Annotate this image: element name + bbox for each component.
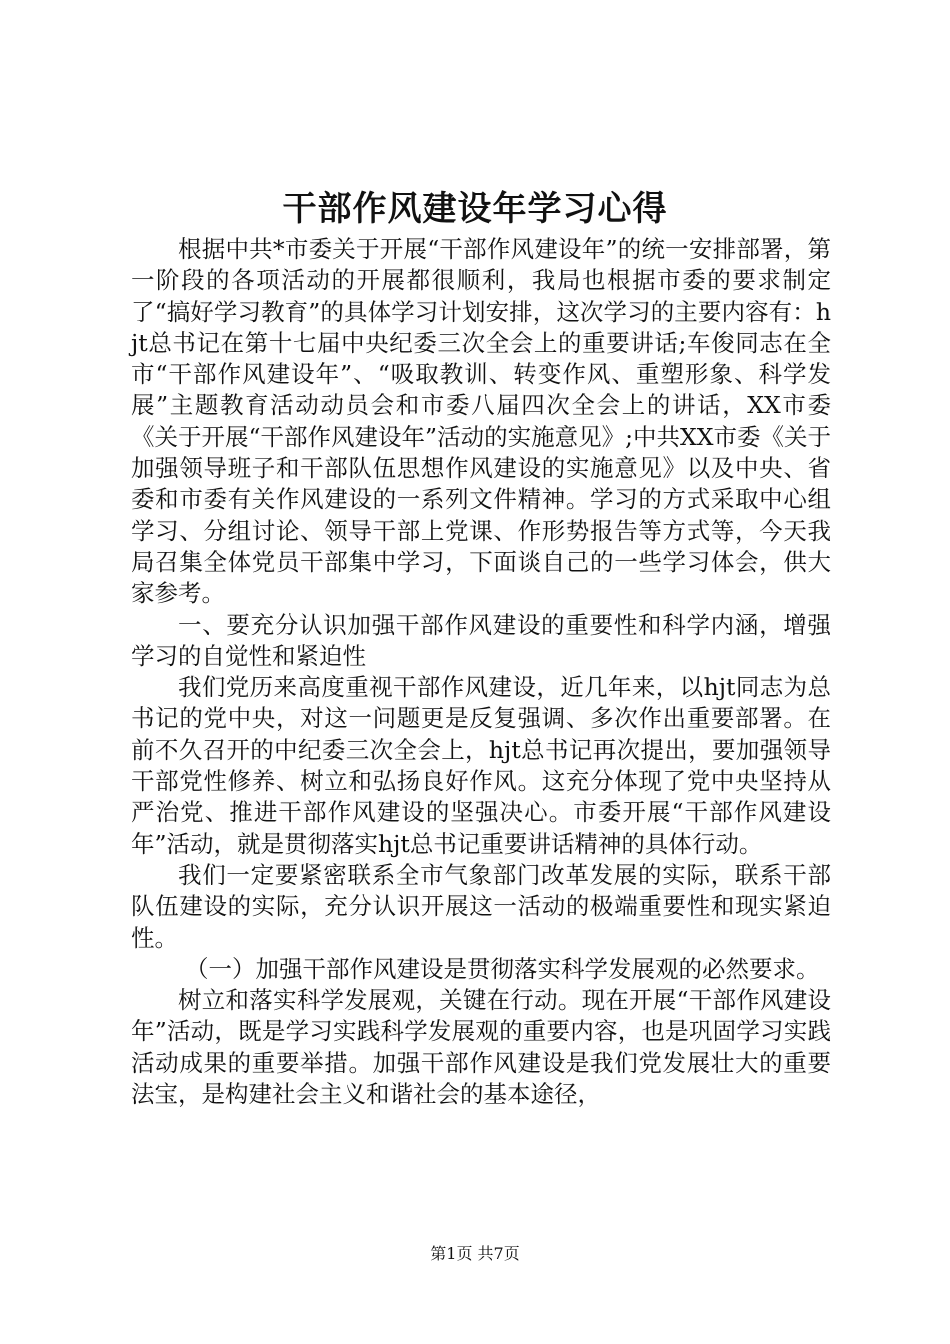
subsection-heading-1: （一）加强干部作风建设是贯彻落实科学发展观的必然要求。: [185, 954, 820, 983]
section-heading-1: 一、要充分认识加强干部作风建设的重要性和科学内涵，增强学习的自觉性和紧迫性: [131, 610, 831, 670]
paragraph-party-emphasis: 我们党历来高度重视干部作风建设，近几年来，以hjt同志为总书记的党中央，对这一问题更是反复强调、多次作出重要部署。在前不久召开的中纪委三次全会上，hjt总书记再次提出，要加强领导干部党性修养、树立和弘扬良好作风。这充分体现了党中央坚持从严治党、推进干部作风建设的坚强决心。市委开展“干部作风建设年”活动，就是贯彻落实hjt总书记重要讲话精神的具体行动。: [131, 673, 831, 858]
document-body: [131, 234, 831, 1110]
page-title: 干部作风建设年学习心得: [282, 189, 668, 229]
paragraph-scientific-development: 树立和落实科学发展观，关键在行动。现在开展“干部作风建设年”活动，既是学习实践科学发展观的重要内容，也是巩固学习实践活动成果的重要举措。加强干部作风建设是我们党发展壮大的重要法宝，是构建社会主义和谐社会的基本途径，: [131, 986, 831, 1109]
page-number-footer: 第1页 共7页: [430, 1244, 520, 1263]
paragraph-importance: 我们一定要紧密联系全市气象部门改革发展的实际，联系干部队伍建设的实际，充分认识开展这一活动的极端重要性和现实紧迫性。: [131, 860, 831, 952]
paragraph-intro: 根据中共*市委关于开展“干部作风建设年”的统一安排部署，第一阶段的各项活动的开展都很顺利，我局也根据市委的要求制定了“搞好学习教育”的具体学习计划安排，这次学习的主要内容有：hjt总书记在第十七届中央纪委三次全会上的重要讲话;车俊同志在全市“干部作风建设年”、“吸取教训、转变作风、重塑形象、科学发展”主题教育活动动员会和市委八届四次全会上的讲话，XX市委《关于开展“干部作风建设年”活动的实施意见》;中共XX市委《关于加强领导班子和干部队伍思想作风建设的实施意见》以及中央、省委和市委有关作风建设的一系列文件精神。学习的方式采取中心组学习、分组讨论、领导干部上党课、作形势报告等方式等，今天我局召集全体党员干部集中学习，下面谈自己的一些学习体会，供大家参考。: [131, 235, 831, 608]
